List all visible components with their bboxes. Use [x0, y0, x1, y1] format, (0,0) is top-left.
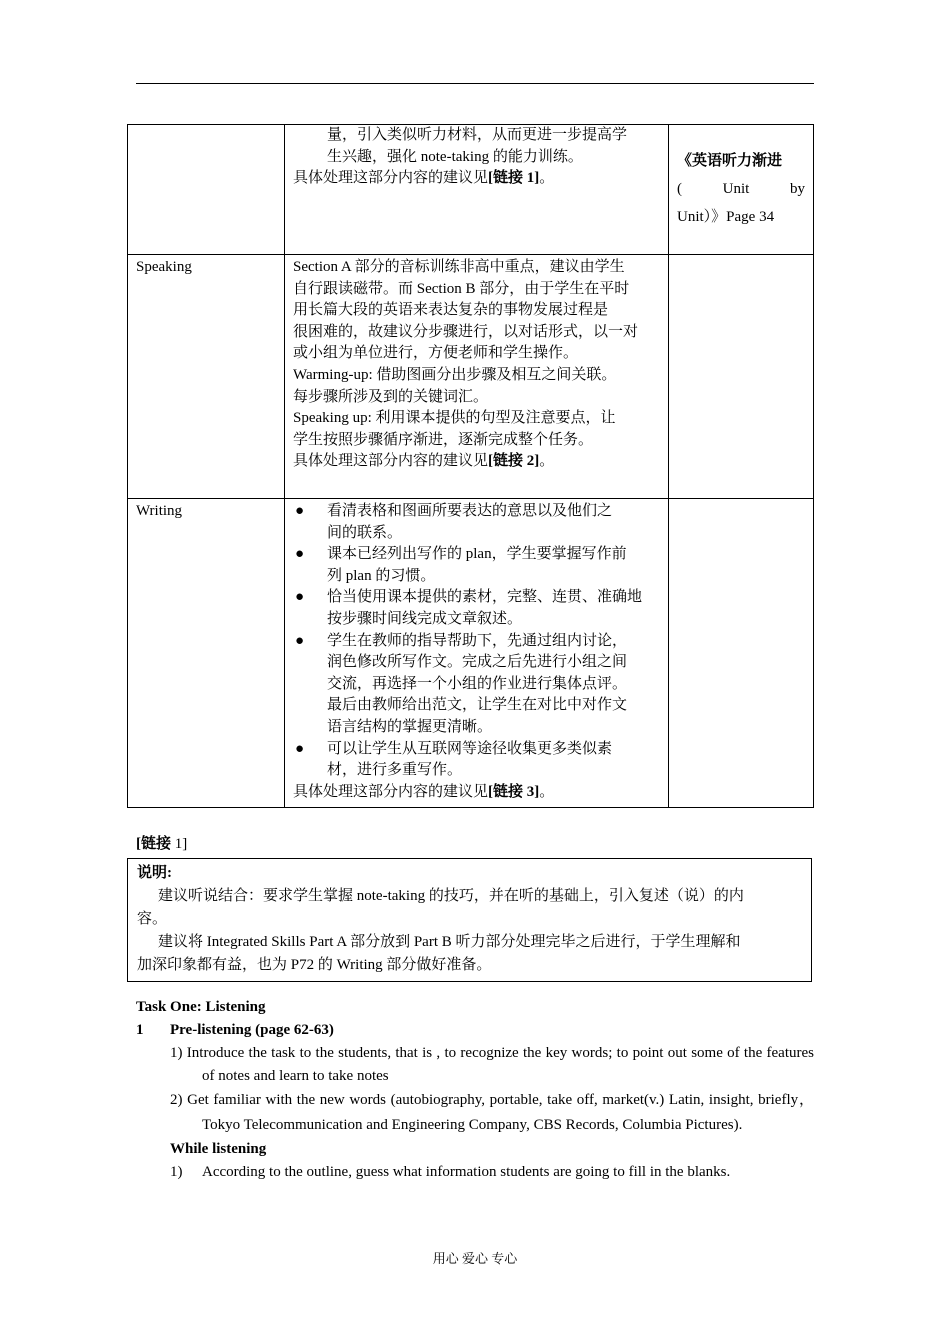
text-line: 看清表格和图画所要表达的意思以及他们之 [327, 503, 613, 519]
link-suffix: 。 [539, 453, 555, 470]
table-cell-content [285, 125, 669, 255]
text-line: 按步骤时间线完成文章叙述。 [327, 610, 523, 627]
text-line: 交流，再选择一个小组的作业进行集体点评。 [327, 675, 628, 692]
note-title: 说明: [137, 865, 172, 881]
list-text: According to the outline, guess what information students are going to fill in the blanks. [202, 1164, 731, 1180]
list-item: 2) Get familiar with the new words (autobiography, portable, take off, market(v.) Latin, insight, briefly，Tokyo Telecommunication and Engineering Company, CBS Records, Columbia Pictures). [170, 1092, 814, 1133]
table-cell-empty [669, 499, 814, 808]
bullet-icon: ● [295, 589, 305, 606]
text-line: 列 plan 的习惯。 [327, 567, 436, 584]
note-paragraph: 建议听说结合：要求学生掌握 note-taking 的技巧，并在听的基础上，引入复述（说）的内 [158, 888, 744, 904]
text-line: Speaking up: 利用课本提供的句型及注意要点，让 [293, 410, 616, 427]
text-line: 最后由教师给出范文，让学生在对比中对作文 [327, 697, 628, 714]
row-label-speaking: Speaking [128, 255, 285, 499]
row-label-writing: Writing [128, 499, 285, 808]
table-cell-content [285, 499, 669, 808]
link-2-ref[interactable]: [链接 2] [488, 453, 540, 470]
link-3-ref[interactable]: [链接 3] [488, 783, 540, 800]
text-line: 用长篇大段的英语来表达复杂的事物发展过程是 [293, 302, 609, 319]
text-line: 生兴趣，强化 note-taking 的能力训练。 [327, 148, 583, 165]
text-line: 每步骤所涉及到的关键词汇。 [293, 388, 489, 405]
bullet-icon: ● [295, 546, 305, 563]
bullet-item [293, 739, 660, 782]
link-suffix: 。 [539, 170, 555, 187]
text-line: 很困难的，故建议分步骤进行，以对话形式，以一对 [293, 323, 639, 340]
header-rule [136, 83, 814, 84]
list-item: 1) Introduce the task to the students, that is , to recognize the key words; to point out some of the features of notes and learn to take notes [170, 1045, 814, 1084]
text-line: 学生按照步骤循序渐进，逐渐完成整个任务。 [293, 431, 594, 448]
link-prefix: 具体处理这部分内容的建议见 [293, 170, 489, 187]
reference-line: Unit）》Page 34 [677, 209, 775, 225]
task-title: Task One: Listening [136, 999, 266, 1015]
note-paragraph: 建议将 Integrated Skills Part A 部分放到 Part B 听力部分处理完毕之后进行，于学生理解和 [158, 934, 741, 950]
section-title: Pre-listening (page 62-63) [170, 1022, 334, 1038]
table-row [128, 125, 814, 255]
link-1-heading-bold: [链接 [136, 836, 171, 852]
text-line: 语言结构的掌握更清晰。 [327, 718, 493, 735]
bullet-item [293, 501, 660, 544]
link-line [293, 168, 660, 190]
table-cell-empty [669, 255, 814, 499]
ref-paren: ( [677, 181, 682, 197]
ref-unit: Unit [722, 181, 750, 197]
link-prefix: 具体处理这部分内容的建议见 [293, 453, 489, 470]
table-cell-reference [669, 125, 814, 255]
text-line: 课本已经列出写作的 plan，学生要掌握写作前 [327, 546, 627, 563]
page-footer: 用心 爱心 专心 [432, 1251, 518, 1266]
reference-title: 《英语听力渐进 [677, 153, 783, 169]
bullet-item [293, 587, 660, 630]
link-1-heading [136, 832, 187, 853]
text-line: 恰当使用课本提供的素材，完整、连贯、准确地 [327, 589, 643, 606]
bullet-icon: ● [295, 632, 305, 649]
text-line: 间的联系。 [327, 524, 403, 541]
ref-by: by [789, 181, 805, 197]
link-line [293, 451, 660, 473]
text-line: 可以让学生从互联网等途径收集更多类似素 [327, 740, 613, 757]
text-line: Warming-up: 借助图画分出步骤及相互之间关联。 [293, 366, 617, 383]
note-box [127, 858, 812, 982]
bullet-item [293, 631, 660, 739]
text-line: Section A 部分的音标训练非高中重点，建议由学生 [293, 259, 625, 275]
task-section [136, 996, 814, 1184]
lesson-plan-table [127, 124, 814, 808]
note-paragraph-cont: 容。 [137, 911, 168, 927]
note-paragraph-cont: 加深印象都有益，也为 P72 的 Writing 部分做好准备。 [137, 957, 492, 973]
reference-line [677, 175, 805, 203]
bullet-item [293, 544, 660, 587]
link-1-heading-num: 1] [171, 836, 188, 852]
link-line [293, 782, 660, 804]
while-listening-title: While listening [170, 1141, 267, 1157]
table-cell-empty [128, 125, 285, 255]
link-suffix: 。 [539, 783, 555, 800]
text-line: 或小组为单位进行，方便老师和学生操作。 [293, 345, 579, 362]
section-heading [136, 1019, 814, 1042]
section-number: 1 [136, 1022, 144, 1038]
link-prefix: 具体处理这部分内容的建议见 [293, 783, 489, 800]
list-number: 1) [170, 1164, 183, 1180]
table-row [128, 499, 814, 808]
text-line: 材，进行多重写作。 [327, 762, 463, 779]
link-1-ref[interactable]: [链接 1] [488, 170, 540, 187]
text-line: 学生在教师的指导帮助下，先通过组内讨论， [327, 632, 628, 649]
text-line: 自行跟读磁带。而 Section B 部分，由于学生在平时 [293, 280, 630, 297]
bullet-icon: ● [295, 740, 305, 757]
list-item [136, 1161, 814, 1184]
bullet-icon: ● [295, 503, 305, 519]
table-cell-content [285, 255, 669, 499]
table-row [128, 255, 814, 499]
text-line: 润色修改所写作文。完成之后先进行小组之间 [327, 654, 628, 671]
text-line: 量，引入类似听力材料，从而更进一步提高学 [327, 127, 628, 143]
